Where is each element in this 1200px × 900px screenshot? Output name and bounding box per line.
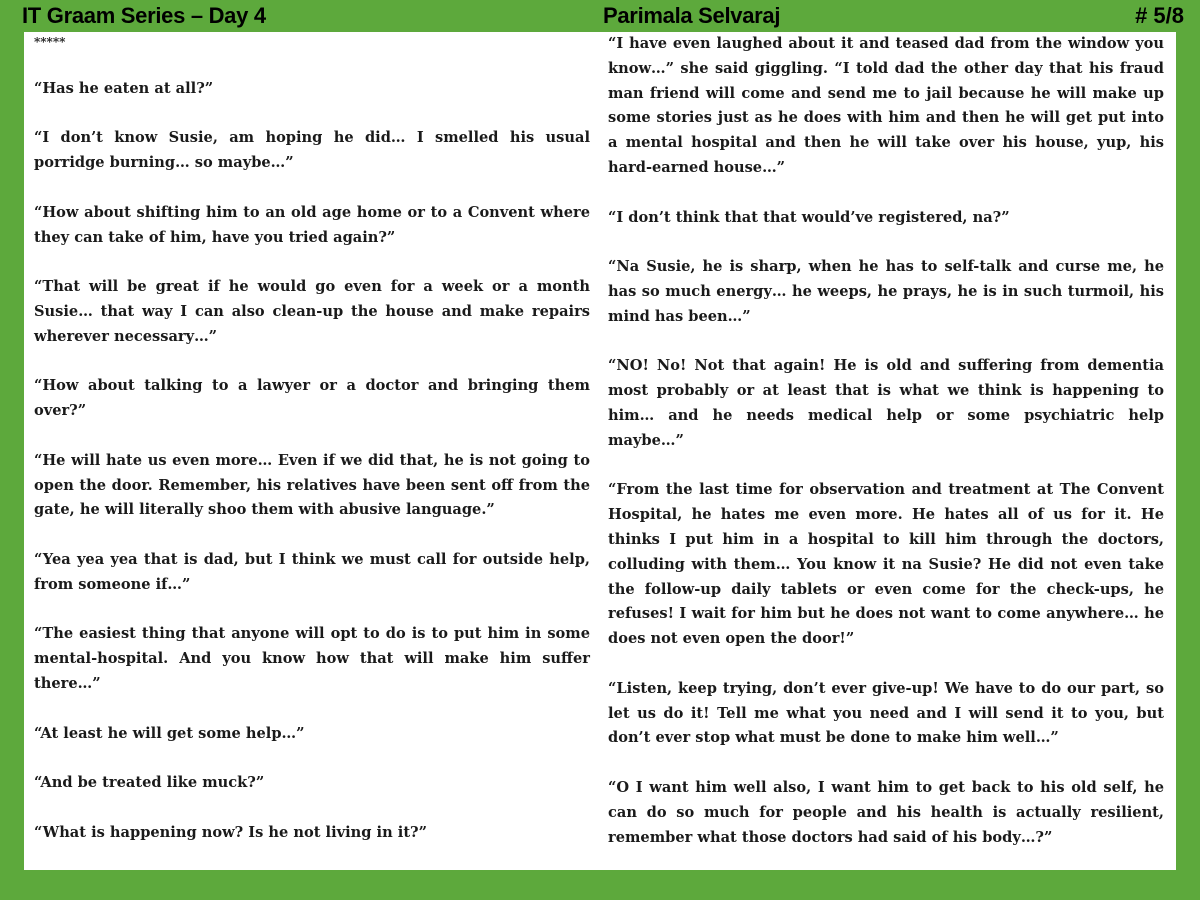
text-sheet: [24, 32, 1176, 870]
paragraph: [34, 201, 590, 251]
paragraph: “What is happening now? Is he not living in it?”: [34, 823, 428, 841]
paragraph: “At least he will get some help…”: [34, 724, 305, 742]
right-column: [608, 32, 1164, 870]
paragraph-line: “How about shifting him to an old age home or to a Convent where: [34, 203, 590, 221]
paragraph: “I have even laughed about it and teased dad from the window you know…” she said giggling. “I told dad the other day that his fraud man friend will come and send me to jail because he will make up some stories just as he does with him and then he will get put into a mental hospital and then he will take over his house, yup, his hard-earned house…”: [608, 35, 1164, 176]
page-header: [0, 0, 1200, 32]
paragraph: “Yea yea yea that is dad, but I think we must call for outside help, from someone if…”: [34, 550, 590, 593]
paragraph: “I don’t think that that would’ve registered, na?”: [608, 208, 1010, 226]
paragraph: “And be treated like muck?”: [34, 774, 265, 792]
paragraph: “He will hate us even more… Even if we did that, he is not going to open the door. Remember, his relatives have been sent off from the gate, he will literally shoo them with abusive language.”: [34, 451, 590, 519]
paragraph: “Na Susie, he is sharp, when he has to self-talk and curse me, he has so much energy… he weeps, he prays, he is in such turmoil, his mind has been…”: [608, 258, 1164, 325]
paragraph: “That will be great if he would go even for a week or a month Susie… that way I can also clean-up the house and make repairs wherever necessary…”: [34, 278, 590, 345]
paragraph: “How about talking to a lawyer or a doctor and bringing them over?”: [34, 377, 590, 420]
paragraph: “O I want him well also, I want him to get back to his old self, he can do so much for people and his health is actually resilient, remember what those doctors had said of his body…?”: [608, 778, 1164, 846]
paragraph: “From the last time for observation and treatment at The Convent Hospital, he hates me even more. He hates all of us for it. He thinks I put him in a hospital to kill him through the doctors, colluding with them… You know it na Susie? He did not even take the follow-up daily tablets or even come for the check-ups, he refuses! I wait for him but he does not want to come anywhere… he does not even open the door!”: [608, 481, 1164, 648]
paragraph-line: they can take of him, have you tried again?”: [34, 228, 396, 246]
paragraph: “Has he eaten at all?”: [34, 79, 214, 97]
paragraph: “The easiest thing that anyone will opt to do is to put him in some mental-hospital. And you know how that will make him suffer there…”: [34, 625, 590, 692]
author-name: Parimala Selvaraj: [603, 3, 781, 28]
section-separator: *****: [34, 35, 66, 49]
paragraph: “NO! No! Not that again! He is old and suffering from dementia most probably or at least that is what we think is happening to him… and he needs medical help or some psychiatric help maybe…”: [608, 357, 1164, 449]
left-column: [34, 32, 590, 870]
page-number: # 5/8: [1135, 3, 1184, 28]
paragraph: “Listen, keep trying, don’t ever give-up! We have to do our part, so let us do it! Tell me what you need and I will send it to you, but don’t ever stop what must be done to make him well…”: [608, 679, 1164, 747]
series-title: IT Graam Series – Day 4: [22, 3, 266, 28]
paragraph: “I don’t know Susie, am hoping he did… I smelled his usual porridge burning… so maybe…”: [34, 129, 590, 172]
